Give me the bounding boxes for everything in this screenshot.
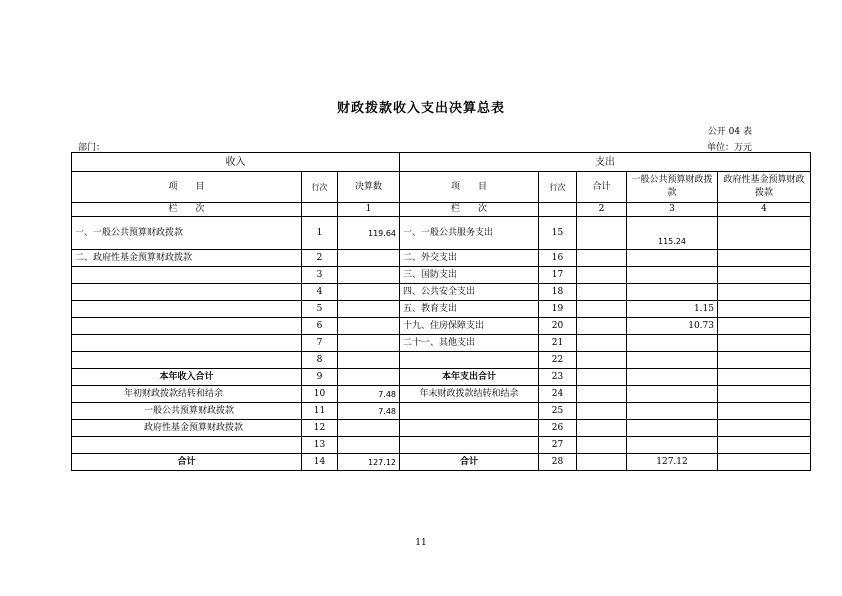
expense-row-no: 26 [539, 420, 577, 437]
expense-item: 一、一般公共服务支出 [400, 217, 539, 250]
expense-item: 本年支出合计 [400, 369, 539, 386]
income-amount [338, 301, 400, 318]
expense-row-no: 21 [539, 335, 577, 352]
income-item: 年初财政拨款结转和结余 [72, 386, 302, 403]
expense-total [577, 301, 627, 318]
income-item [72, 335, 302, 352]
expense-total [577, 454, 627, 471]
income-item: 政府性基金预算财政拨款 [72, 420, 302, 437]
expense-gov-fund [718, 217, 811, 250]
expense-item: 三、国防支出 [400, 267, 539, 284]
expense-gov-fund [718, 267, 811, 284]
income-row-no: 11 [302, 403, 338, 420]
expense-item [400, 352, 539, 369]
table-row [72, 284, 811, 301]
expense-item: 五、教育支出 [400, 301, 539, 318]
expense-gov-fund [718, 437, 811, 454]
expense-general-budget [627, 335, 718, 352]
expense-total [577, 267, 627, 284]
income-row-no-header: 行次 [302, 172, 338, 203]
expense-gov-fund [718, 250, 811, 267]
expense-gov-fund [718, 335, 811, 352]
expense-gov-fund [718, 386, 811, 403]
expense-item: 年末财政拨款结转和结余 [400, 386, 539, 403]
expense-total [577, 386, 627, 403]
expense-general-budget [627, 284, 718, 301]
expense-gov-fund [718, 284, 811, 301]
income-row-no: 2 [302, 250, 338, 267]
expense-general-budget: 1.15 [627, 301, 718, 318]
column-number-label-2: 栏 次 [400, 203, 539, 217]
income-item [72, 267, 302, 284]
expense-item-header: 项 目 [400, 172, 539, 203]
table-row [72, 352, 811, 369]
expense-row-no: 22 [539, 352, 577, 369]
expense-item: 二、外交支出 [400, 250, 539, 267]
expense-general-budget: 127.12 [627, 454, 718, 471]
expense-row-no: 27 [539, 437, 577, 454]
income-row-no: 14 [302, 454, 338, 471]
unit-label: 单位：万元 [706, 143, 752, 153]
expense-gov-fund [718, 369, 811, 386]
expense-general-budget [627, 352, 718, 369]
gov-fund-header: 政府性基金预算财政拨款 [718, 172, 811, 203]
income-amount: 127.12 [338, 454, 400, 471]
expense-item: 二十一、其他支出 [400, 335, 539, 352]
expense-row-no: 23 [539, 369, 577, 386]
income-amount [338, 437, 400, 454]
expense-row-no: 20 [539, 318, 577, 335]
expense-row-no: 18 [539, 284, 577, 301]
income-amount: 119.64 [338, 217, 400, 250]
income-amount [338, 352, 400, 369]
expense-item: 合计 [400, 454, 539, 471]
expense-total [577, 437, 627, 454]
income-amount [338, 250, 400, 267]
column-number-4: 4 [718, 203, 811, 217]
page-number: 11 [415, 538, 427, 548]
income-amount [338, 318, 400, 335]
table-row [72, 369, 811, 386]
section-header-row [72, 153, 811, 172]
column-number-2: 2 [577, 203, 627, 217]
form-code: 公开 04 表 [707, 127, 752, 137]
income-row-no: 7 [302, 335, 338, 352]
column-header-row [72, 172, 811, 203]
income-item [72, 301, 302, 318]
table-row-total [72, 454, 811, 471]
column-number-row [72, 203, 811, 217]
income-row-no: 10 [302, 386, 338, 403]
expense-general-budget [627, 437, 718, 454]
expense-row-no-header: 行次 [539, 172, 577, 203]
expense-total [577, 250, 627, 267]
expense-total [577, 335, 627, 352]
final-accounts-table [71, 152, 811, 471]
income-row-no: 1 [302, 217, 338, 250]
expense-general-budget [627, 250, 718, 267]
expense-general-budget: 115.24 [627, 217, 718, 250]
income-row-no: 12 [302, 420, 338, 437]
expense-item [400, 437, 539, 454]
expense-total [577, 420, 627, 437]
expense-row-no: 28 [539, 454, 577, 471]
expense-row-no: 19 [539, 301, 577, 318]
expense-gov-fund [718, 352, 811, 369]
table-row [72, 217, 811, 250]
expense-row-no: 25 [539, 403, 577, 420]
income-row-no: 13 [302, 437, 338, 454]
expense-total [577, 403, 627, 420]
table-row [72, 437, 811, 454]
table-row [72, 335, 811, 352]
table-row [72, 250, 811, 267]
expense-general-budget [627, 420, 718, 437]
expense-gov-fund [718, 403, 811, 420]
total-header: 合计 [577, 172, 627, 203]
expense-section-header: 支出 [400, 153, 811, 172]
expense-gov-fund [718, 420, 811, 437]
expense-gov-fund [718, 318, 811, 335]
expense-general-budget [627, 369, 718, 386]
income-item [72, 352, 302, 369]
table-row [72, 301, 811, 318]
column-number-label: 栏 次 [72, 203, 302, 217]
column-number-3: 3 [627, 203, 718, 217]
expense-general-budget [627, 386, 718, 403]
expense-total [577, 352, 627, 369]
column-number-empty-2 [539, 203, 577, 217]
income-item: 合计 [72, 454, 302, 471]
income-row-no: 5 [302, 301, 338, 318]
column-number-1: 1 [338, 203, 400, 217]
income-row-no: 6 [302, 318, 338, 335]
income-item-header: 项 目 [72, 172, 302, 203]
income-item [72, 318, 302, 335]
income-item: 一般公共预算财政拨款 [72, 403, 302, 420]
table-row [72, 386, 811, 403]
expense-row-no: 17 [539, 267, 577, 284]
expense-total [577, 369, 627, 386]
income-item: 一、一般公共预算财政拨款 [72, 217, 302, 250]
table-row [72, 318, 811, 335]
page-title: 财政拨款收入支出决算总表 [336, 101, 505, 116]
income-row-no: 8 [302, 352, 338, 369]
income-amount [338, 335, 400, 352]
department-label: 部门： [78, 143, 106, 153]
expense-item [400, 403, 539, 420]
expense-total [577, 284, 627, 301]
general-budget-header: 一般公共预算财政拨款 [627, 172, 718, 203]
income-section-header: 收入 [72, 153, 400, 172]
table-row [72, 420, 811, 437]
expense-row-no: 15 [539, 217, 577, 250]
income-amount [338, 420, 400, 437]
income-amount [338, 267, 400, 284]
income-amount: 7.48 [338, 386, 400, 403]
expense-item: 十九、住房保障支出 [400, 318, 539, 335]
income-row-no: 9 [302, 369, 338, 386]
final-amount-header: 决算数 [338, 172, 400, 203]
table-row [72, 267, 811, 284]
expense-general-budget [627, 267, 718, 284]
income-item [72, 284, 302, 301]
expense-item: 四、公共安全支出 [400, 284, 539, 301]
income-amount [338, 284, 400, 301]
expense-total [577, 318, 627, 335]
income-amount [338, 369, 400, 386]
expense-general-budget: 10.73 [627, 318, 718, 335]
income-item [72, 437, 302, 454]
column-number-empty [302, 203, 338, 217]
expense-total [577, 217, 627, 250]
income-item: 二、政府性基金预算财政拨款 [72, 250, 302, 267]
expense-gov-fund [718, 454, 811, 471]
expense-general-budget [627, 403, 718, 420]
expense-row-no: 16 [539, 250, 577, 267]
expense-item [400, 420, 539, 437]
expense-gov-fund [718, 301, 811, 318]
income-row-no: 3 [302, 267, 338, 284]
income-amount: 7.48 [338, 403, 400, 420]
expense-row-no: 24 [539, 386, 577, 403]
table-row [72, 403, 811, 420]
income-item: 本年收入合计 [72, 369, 302, 386]
income-row-no: 4 [302, 284, 338, 301]
